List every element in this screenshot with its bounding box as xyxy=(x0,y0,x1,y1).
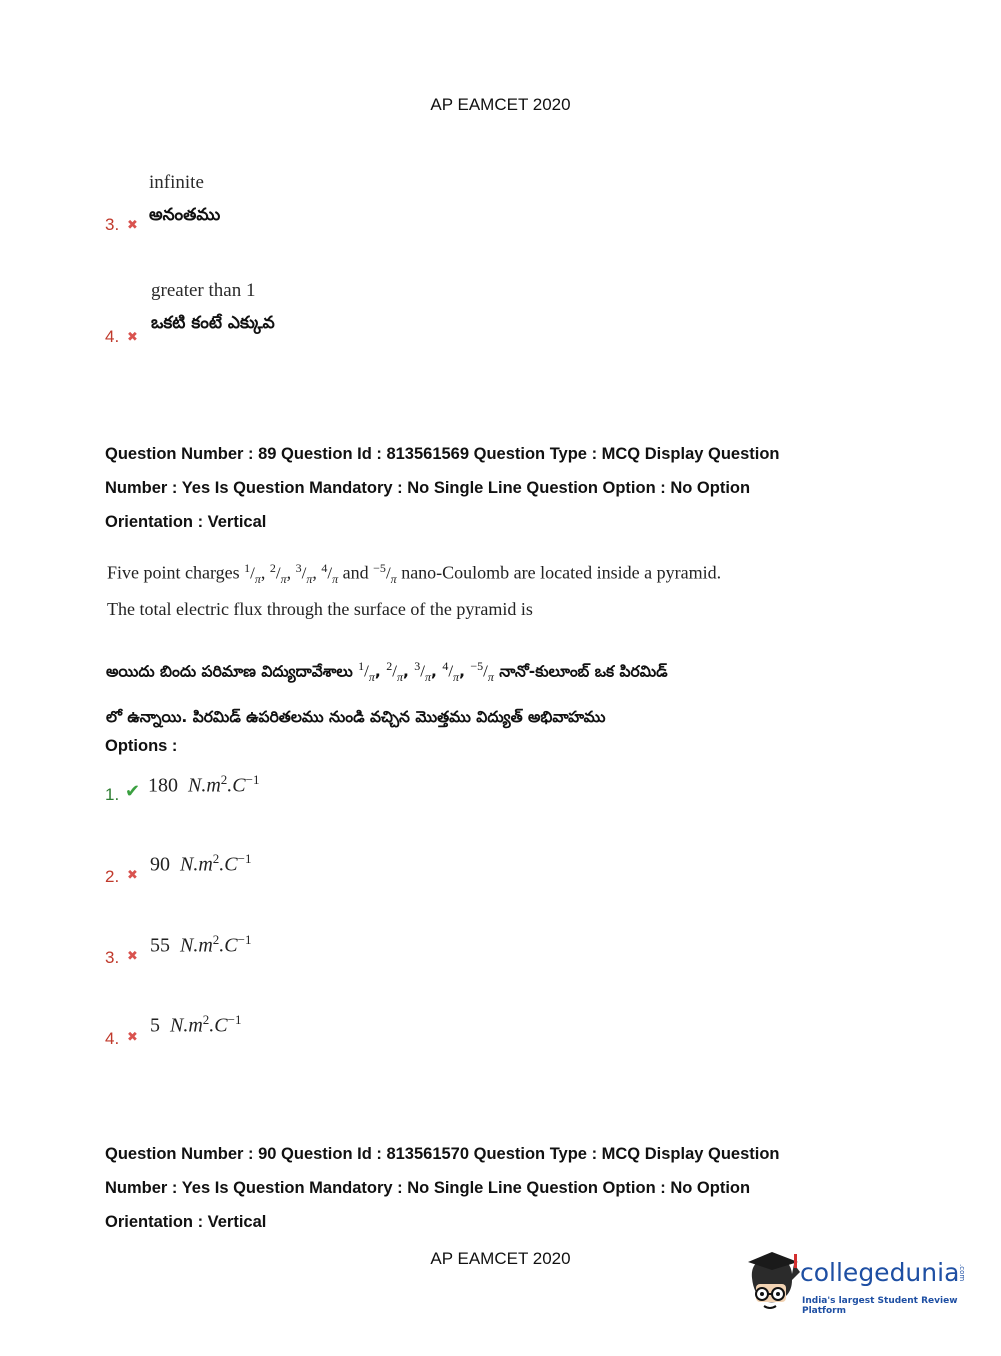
text-suffix: నానో-కులూంబ్ ఒక పిరమిడ్ xyxy=(499,662,668,681)
cross-icon: ✖ xyxy=(127,217,138,232)
meta-line: Number : Yes Is Question Mandatory : No Single Line Question Option : No Option xyxy=(105,479,751,497)
logo-name: collegedunia xyxy=(800,1258,960,1287)
prev-option-4-telugu: ఒకటి కంటే ఎక్కువ xyxy=(151,313,275,333)
fraction: $^2/_\pi$ xyxy=(269,561,287,587)
option-2 xyxy=(105,851,805,885)
and-word: and xyxy=(342,562,369,583)
fraction: $^{-5}/_\pi$ xyxy=(373,561,397,587)
question-89-text-english xyxy=(107,553,787,624)
fraction: $^{-5}/_\pi$ xyxy=(470,659,494,685)
meta-line: Orientation : Vertical xyxy=(105,1213,267,1231)
option-1 xyxy=(105,772,805,806)
question-89-text-telugu xyxy=(106,646,826,737)
fraction: $^3/_\pi$ xyxy=(295,561,313,587)
meta-line: Number : Yes Is Question Mandatory : No Single Line Question Option : No Option xyxy=(105,1179,751,1197)
option-number: 3. xyxy=(105,215,120,234)
meta-line: Question Number : 90 Question Id : 813561570 Question Type : MCQ Display Question xyxy=(105,1145,780,1163)
question-89-metadata xyxy=(105,437,865,539)
option-number: 1. xyxy=(105,785,120,804)
prev-option-4 xyxy=(105,327,805,349)
fraction: $^4/_\pi$ xyxy=(321,561,339,587)
fraction: $^2/_\pi$ xyxy=(386,659,403,685)
prev-option-4-english: greater than 1 xyxy=(151,280,256,301)
question-line: Five point charges $^1/_\pi$, $^2/_\pi$, $^3/_\pi$, $^4/_\pi$ and $^{-5}/_\pi$ nano-Coulomb are located inside a pyramid. xyxy=(107,553,787,594)
check-icon: ✔ xyxy=(125,781,141,801)
question-90-metadata xyxy=(105,1137,865,1239)
prev-option-3-english: infinite xyxy=(149,172,204,193)
logo-suffix: .com xyxy=(958,1264,966,1282)
cross-icon: ✖ xyxy=(127,329,138,344)
meta-line: Question Number : 89 Question Id : 813561569 Question Type : MCQ Display Question xyxy=(105,445,780,463)
mascot-icon xyxy=(742,1250,802,1314)
text-prefix: Five point charges xyxy=(107,562,240,583)
question-line: అయిదు బిందు పరిమాణ విద్యుదావేశాలు $^1/_\pi$, $^2/_\pi$, $^3/_\pi$, $^4/_\pi$, $^{-5}/_\pi$ నానో-కులూంబ్ ఒక పిరమిడ్ xyxy=(106,646,826,697)
fraction: $^1/_\pi$ xyxy=(358,659,375,685)
question-line: లో ఉన్నాయి. పిరమిడ్ ఉపరితలము నుండి వచ్చిన మొత్తము విద్యుత్ అభివాహము xyxy=(106,708,606,727)
option-answer: 180 $N.m^2.C^{-1}$ xyxy=(148,772,260,797)
fraction: $^4/_\pi$ xyxy=(442,659,460,685)
page-footer: AP EAMCET 2020 xyxy=(430,1249,571,1268)
option-number: 2. xyxy=(105,867,120,886)
option-4 xyxy=(105,1012,805,1046)
meta-line: Orientation : Vertical xyxy=(105,513,267,531)
question-line: The total electric flux through the surface of the pyramid is xyxy=(107,599,533,620)
cross-icon: ✖ xyxy=(127,1029,138,1044)
page-header: AP EAMCET 2020 xyxy=(430,95,571,114)
fraction: $^3/_\pi$ xyxy=(414,659,432,685)
option-answer: 90 $N.m^2.C^{-1}$ xyxy=(150,851,252,876)
logo-tagline: India's largest Student Review Platform xyxy=(802,1296,958,1316)
option-number: 4. xyxy=(105,327,120,346)
cross-icon: ✖ xyxy=(127,867,138,882)
fraction: $^1/_\pi$ xyxy=(244,561,261,587)
prev-option-3 xyxy=(105,215,805,237)
option-number: 3. xyxy=(105,948,120,967)
text-prefix: అయిదు బిందు పరిమాణ విద్యుదావేశాలు xyxy=(106,662,353,681)
text-suffix: nano-Coulomb are located inside a pyramid. xyxy=(401,562,722,583)
collegedunia-logo[interactable] xyxy=(742,1250,972,1316)
options-label: Options : xyxy=(105,737,178,755)
option-number: 4. xyxy=(105,1029,120,1048)
option-3 xyxy=(105,932,805,966)
option-answer: 55 $N.m^2.C^{-1}$ xyxy=(150,932,252,957)
option-answer: 5 $N.m^2.C^{-1}$ xyxy=(150,1012,242,1037)
prev-option-3-telugu: అనంతము xyxy=(149,205,221,225)
cross-icon: ✖ xyxy=(127,948,138,963)
